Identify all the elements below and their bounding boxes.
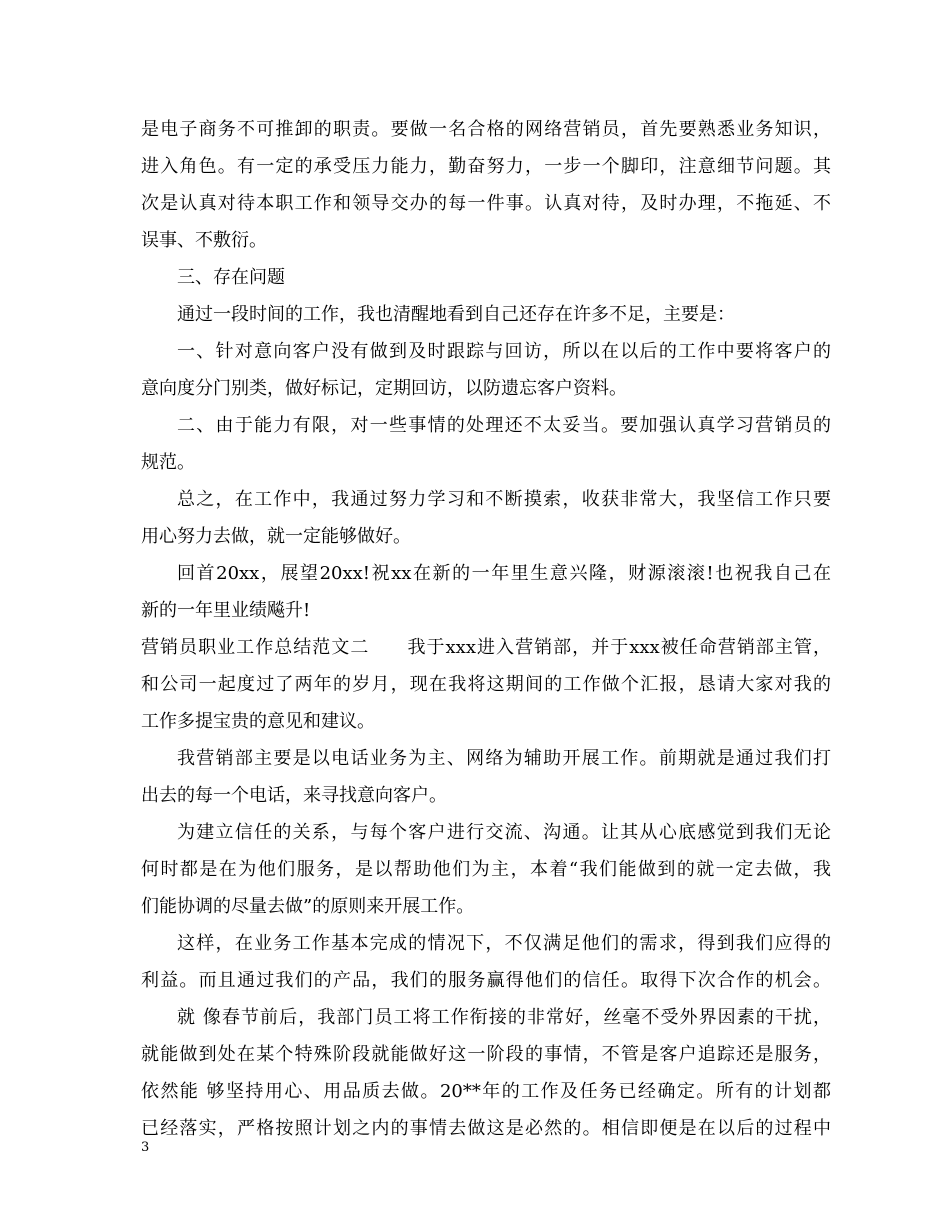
text-line: 依然能 够坚持用心、用品质去做。20**年的工作及任务已经确定。所有的计划都: [141, 1081, 831, 1102]
text-line: 我营销部主要是以电话业务为主、网络为辅助开展工作。前期就是通过我们打: [177, 748, 831, 769]
text-line: 工作多提宝贵的意见和建议。: [141, 711, 375, 732]
text-line: 一、针对意向客户没有做到及时跟踪与回访，所以在以后的工作中要将客户的: [177, 341, 831, 362]
text-line: 和公司一起度过了两年的岁月，现在我将这期间的工作做个汇报，恳请大家对我的: [141, 674, 831, 695]
text-line: 就 像春节前后，我部门员工将工作衔接的非常好，丝毫不受外界因素的干扰，: [177, 1007, 831, 1028]
text-line: 新的一年里业绩飚升!: [141, 600, 311, 621]
text-line: 规范。: [141, 452, 195, 473]
text-line: 通过一段时间的工作，我也清醒地看到自己还存在许多不足，主要是：: [177, 304, 735, 325]
text-line: 们能协调的尽量去做”的原则来开展工作。: [141, 896, 475, 917]
text-line: 已经落实，严格按照计划之内的事情去做这是必然的。相信即便是在以后的过程中: [141, 1118, 831, 1139]
text-line: 是电子商务不可推卸的职责。要做一名合格的网络营销员，首先要熟悉业务知识，: [141, 119, 831, 140]
section-heading: 三、存在问题: [177, 267, 285, 288]
text-line: 利益。而且通过我们的产品，我们的服务赢得他们的信任。取得下次合作的机会。: [141, 970, 831, 991]
text-line: 次是认真对待本职工作和领导交办的每一件事。认真对待，及时办理，不拖延、不: [141, 193, 831, 214]
text-line: 回首20xx，展望20xx!祝xx在新的一年里生意兴隆，财源滚滚!也祝我自己在: [177, 563, 831, 584]
text-line: 用心努力去做，就一定能够做好。: [141, 526, 411, 547]
text-line: 意向度分门别类，做好标记，定期回访，以防遗忘客户资料。: [141, 378, 627, 399]
page-number: 3: [141, 1140, 150, 1155]
text-line: 何时都是在为他们服务，是以帮助他们为主，本着“我们能做到的就一定去做，我: [141, 859, 831, 880]
text-line: 为建立信任的关系，与每个客户进行交流、沟通。让其从心底感觉到我们无论: [177, 822, 831, 843]
text-line: 营销员职业工作总结范文二 我于xxx进入营销部，并于xxx被任命营销部主管，: [141, 637, 831, 658]
text-line: 这样，在业务工作基本完成的情况下，不仅满足他们的需求，得到我们应得的: [177, 933, 831, 954]
text-line: 进入角色。有一定的承受压力能力，勤奋努力，一步一个脚印，注意细节问题。其: [141, 156, 831, 177]
text-line: 出去的每一个电话，来寻找意向客户。: [141, 785, 447, 806]
text-line: 误事、不敷衍。: [141, 230, 267, 251]
text-line: 二、由于能力有限，对一些事情的处理还不太妥当。要加强认真学习营销员的: [177, 415, 831, 436]
text-line: 就能做到处在某个特殊阶段就能做好这一阶段的事情，不管是客户追踪还是服务，: [141, 1044, 831, 1065]
text-line: 总之，在工作中，我通过努力学习和不断摸索，收获非常大，我坚信工作只要: [177, 489, 831, 510]
